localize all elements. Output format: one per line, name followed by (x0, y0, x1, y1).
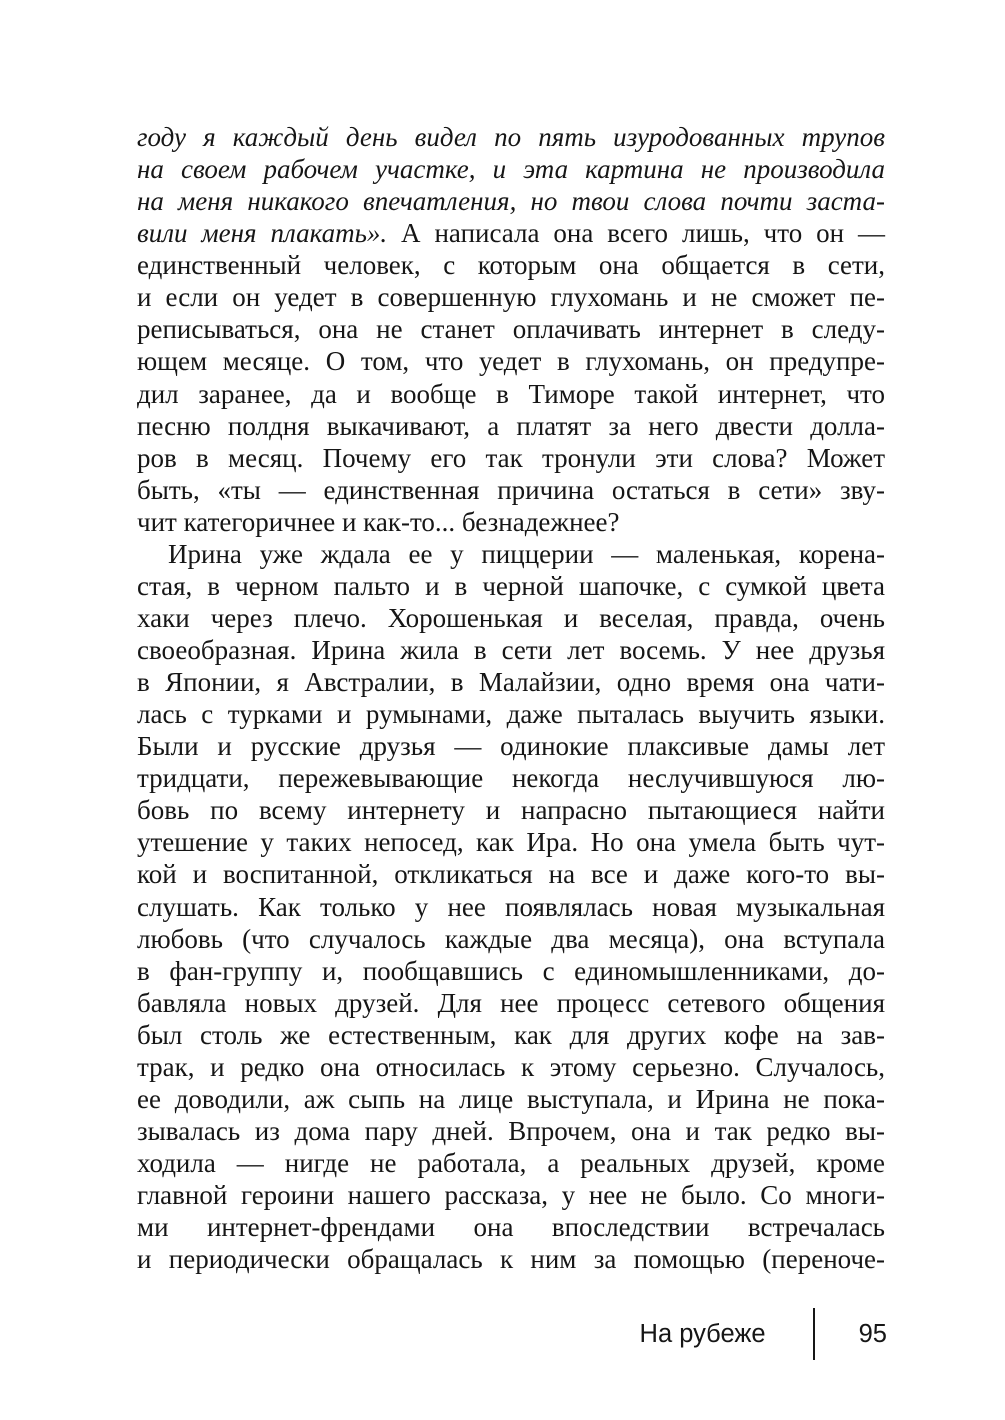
text-line: в фан-группу и, пообщавшись с единомышленниками, до- (137, 955, 885, 986)
footer-divider (813, 1308, 815, 1360)
text-line: дил заранее, да и вообще в Тиморе такой интернет, что (137, 378, 885, 409)
text-line: утешение у таких непосед, как Ира. Но она умела быть чут- (137, 827, 885, 858)
text-line: ров в месяц. Почему его так тронули эти слова? Может (137, 442, 885, 473)
text-line: ходила — нигде не работала, а реальных друзей, кроме (137, 1148, 885, 1178)
text-line: бавляла новых друзей. Для нее процесс сетевого общения (137, 987, 885, 1018)
text-line: Были и русские друзья — одинокие плаксивые дамы лет (137, 731, 885, 762)
text-line: Ирина уже ждала ее у пиццерии — маленькая, корена- (168, 538, 885, 569)
text-line: был столь же естественным, как для других кофе на зав- (137, 1019, 885, 1050)
text-line: трак, и редко она относилась к этому серьезно. Случалось, (137, 1051, 885, 1082)
text-line: чит категоричнее и как-то... безнадежнее? (137, 506, 620, 537)
text-line: тридцати, пережевывающие некогда неслучившуюся лю- (137, 763, 885, 794)
text-line: кой и воспитанной, откликаться на все и даже кого-то вы- (137, 859, 885, 890)
text-line: году я каждый день видел по пять изуродованных трупов (137, 122, 885, 152)
text-line: в Японии, я Австралии, в Малайзии, одно время она чати- (137, 667, 885, 698)
text-line: и периодически обращалась к ним за помощью (переноче- (137, 1244, 885, 1275)
text-line: зывалась из дома пару дней. Впрочем, она и так редко вы- (137, 1115, 885, 1146)
text-line: лась с турками и румынами, даже пыталась выучить языки. (137, 699, 885, 730)
text-line: песню полдня выкачивают, а платят за него двести долла- (137, 410, 885, 441)
text-line: и если он уедет в совершенную глухомань и не сможет пе- (137, 282, 885, 313)
text-line: единственный человек, с которым она общается в сети, (137, 250, 885, 281)
text-line: быть, «ты — единственная причина остаться в сети» зву- (137, 474, 885, 505)
text-line: ющем месяце. О том, что уедет в глухомань, он предупре- (137, 346, 885, 377)
text-line: ее доводили, аж сыпь на лице выступала, и Ирина не пока- (137, 1083, 885, 1114)
text-line: реписываться, она не станет оплачивать интернет в следу- (137, 314, 885, 345)
text-line: бовь по всему интернету и напрасно пытающиеся найти (137, 795, 885, 826)
text-line: своеобразная. Ирина жила в сети лет восемь. У нее друзья (137, 635, 885, 665)
text-line: ми интернет-френдами она впоследствии встречалась (137, 1212, 885, 1243)
text-line: хаки через плечо. Хорошенькая и веселая, правда, очень (137, 602, 885, 633)
text-line: любовь (что случалось каждые два месяца), она вступала (137, 923, 885, 954)
page-number: 95 (858, 1319, 887, 1348)
text-line: главной героини нашего рассказа, у нее не было. Со многи- (137, 1180, 885, 1211)
text-line: стая, в черном пальто и в черной шапочке, с сумкой цвета (137, 570, 885, 601)
text-line: на меня никакого впечатления, но твои слова почти заста- (137, 186, 885, 217)
text-line: слушать. Как только у нее появлялась новая музыкальная (137, 891, 885, 922)
page-footer (640, 1308, 887, 1360)
text-block (137, 121, 885, 1275)
running-title: На рубеже (639, 1319, 766, 1348)
text-line: вили меня плакать». А написала она всего лишь, что он — (137, 218, 886, 249)
text-line: на своем рабочем участке, и эта картина не производила (137, 154, 885, 185)
